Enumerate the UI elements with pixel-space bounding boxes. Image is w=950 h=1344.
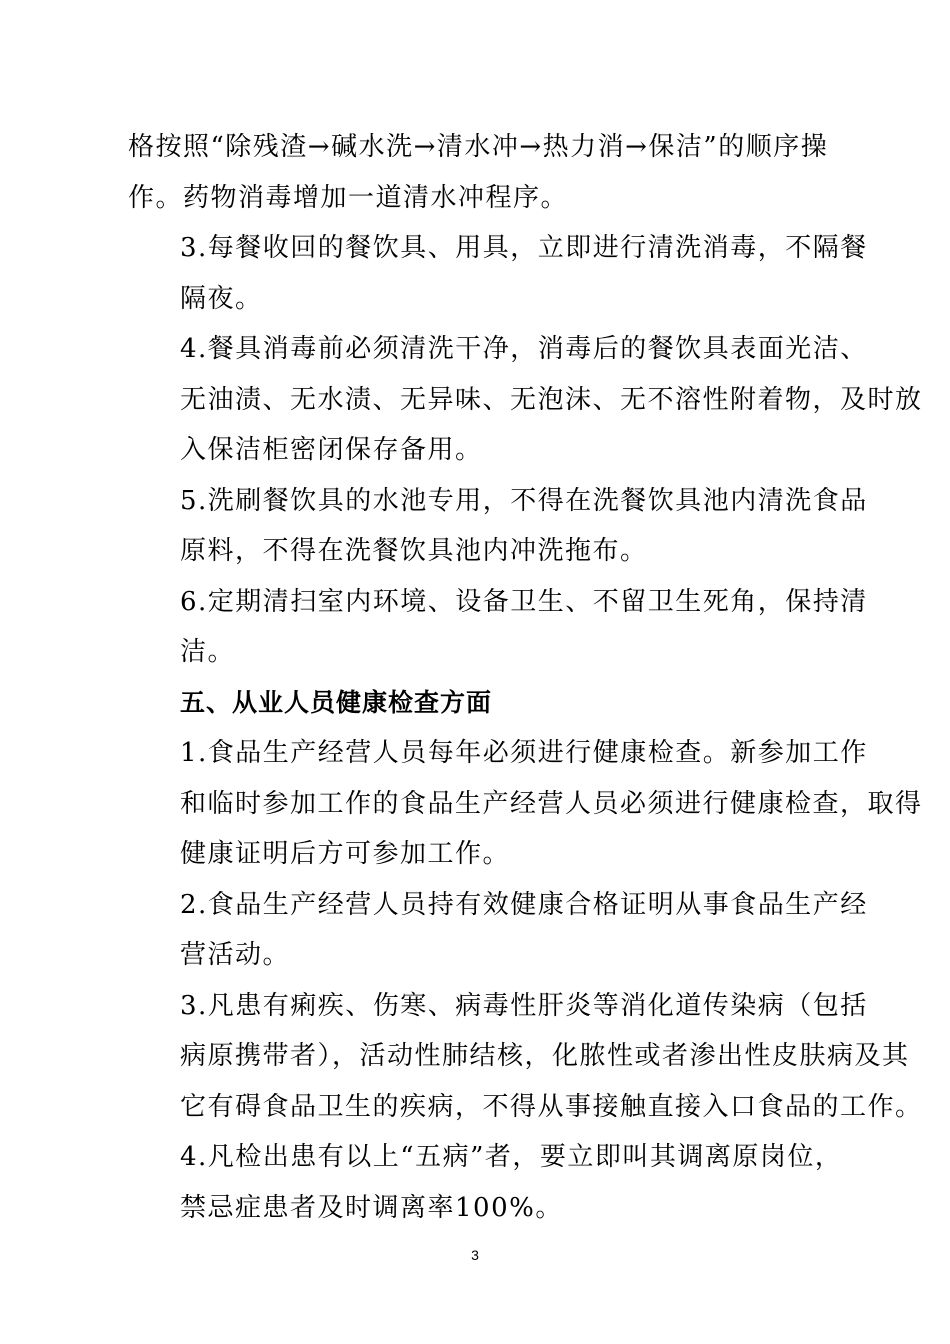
text-line: 4.凡检出患有以上“五病”者，要立即叫其调离原岗位， [180, 1142, 843, 1172]
text-line: 作。药物消毒增加一道清水冲程序。 [128, 182, 569, 213]
text-line: 无油渍、无水渍、无异味、无泡沫、无不溶性附着物，及时放 [180, 384, 923, 415]
text-line: 洁。 [180, 637, 236, 667]
paragraph-health-item-1 [128, 728, 923, 880]
text-line: 营活动。 [180, 940, 291, 970]
page-number: 3 [471, 1247, 479, 1263]
paragraph-item-3-cleaning [128, 223, 868, 324]
text-line: 1.食品生产经营人员每年必须进行健康检查。新参加工作 [180, 738, 868, 768]
text-line: 健康证明后方可参加工作。 [180, 839, 511, 869]
text-line: 禁忌症患者及时调离率100%。 [180, 1192, 563, 1223]
text-line: 它有碍食品卫生的疾病，不得从事接触直接入口食品的工作。 [180, 1091, 923, 1122]
paragraph-health-item-4 [128, 1132, 843, 1233]
paragraph-item-5-sink [128, 476, 868, 577]
paragraph-item-4-disinfection [128, 324, 923, 476]
text-line: 2.食品生产经营人员持有效健康合格证明从事食品生产经 [180, 889, 868, 920]
text-line: 4.餐具消毒前必须清洗干净，消毒后的餐饮具表面光洁、 [180, 334, 868, 364]
paragraph-health-item-2 [128, 880, 868, 981]
section-heading-health-check: 五、从业人员健康检查方面 [180, 687, 493, 717]
text-line: 原料，不得在洗餐饮具池内冲洗拖布。 [180, 536, 648, 566]
paragraph-health-item-3 [128, 981, 923, 1133]
text-line: 格按照“除残渣→碱水洗→清水冲→热力消→保洁”的顺序操 [128, 132, 829, 162]
text-line: 3.凡患有痢疾、伤寒、病毒性肝炎等消化道传染病（包括 [180, 990, 868, 1021]
text-line: 病原携带者），活动性肺结核，化脓性或者渗出性皮肤病及其 [180, 1041, 910, 1071]
text-line: 3.每餐收回的餐饮具、用具，立即进行清洗消毒，不隔餐 [180, 233, 868, 263]
paragraph-dish-washing-procedure [128, 122, 828, 223]
paragraph-item-6-environment [128, 577, 868, 678]
document-body [128, 122, 923, 1233]
text-line: 入保洁柜密闭保存备用。 [180, 435, 483, 465]
text-line: 和临时参加工作的食品生产经营人员必须进行健康检查，取得 [180, 788, 923, 819]
text-line: 5.洗刷餐饮具的水池专用，不得在洗餐饮具池内清洗食品 [180, 485, 868, 516]
text-line: 6.定期清扫室内环境、设备卫生、不留卫生死角，保持清 [180, 586, 868, 617]
text-line: 隔夜。 [180, 283, 263, 314]
